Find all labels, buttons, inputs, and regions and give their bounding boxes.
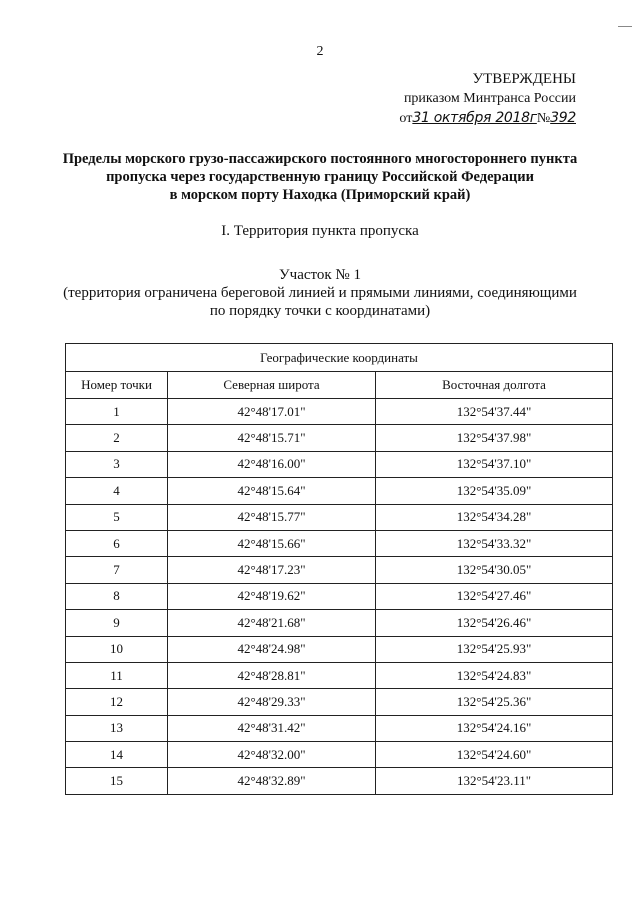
longitude-cell: 132°54'24.83" — [376, 662, 613, 688]
number-sign: № — [536, 111, 551, 126]
longitude-cell: 132°54'37.98" — [376, 425, 613, 451]
subsection-note-line: по порядку точки с координатами) — [209, 303, 431, 319]
table-row — [66, 715, 613, 741]
point-number-cell: 8 — [66, 583, 168, 609]
point-number-cell: 10 — [66, 636, 168, 662]
table-row — [66, 768, 613, 794]
longitude-cell: 132°54'33.32" — [376, 530, 613, 556]
approval-order-line: приказом Минтранса России — [403, 91, 576, 106]
column-header-longitude: Восточная долгота — [376, 372, 613, 399]
approval-stamp — [399, 70, 576, 128]
longitude-cell: 132°54'24.60" — [376, 742, 613, 768]
longitude-cell: 132°54'25.93" — [376, 636, 613, 662]
table-body — [66, 399, 613, 795]
handwritten-number: 392 — [550, 110, 576, 126]
scan-artifact — [618, 26, 632, 27]
table-row — [66, 583, 613, 609]
subsection-header — [40, 266, 600, 320]
latitude-cell: 42°48'16.00" — [168, 451, 376, 477]
longitude-cell: 132°54'30.05" — [376, 557, 613, 583]
table-row — [66, 399, 613, 425]
subsection-note-line: (территория ограничена береговой линией и прямыми линиями, соединяющими — [63, 285, 577, 301]
longitude-cell: 132°54'34.28" — [376, 504, 613, 530]
title-line: пропуска через государственную границу Российской Федерации — [106, 169, 534, 185]
latitude-cell: 42°48'15.66" — [168, 530, 376, 556]
point-number-cell: 3 — [66, 451, 168, 477]
table-row — [66, 530, 613, 556]
column-header-latitude: Северная широта — [168, 372, 376, 399]
point-number-cell: 12 — [66, 689, 168, 715]
table-row — [66, 425, 613, 451]
point-number-cell: 1 — [66, 399, 168, 425]
point-number-cell: 7 — [66, 557, 168, 583]
page-number: 2 — [316, 44, 324, 59]
point-number-cell: 9 — [66, 610, 168, 636]
latitude-cell: 42°48'32.89" — [168, 768, 376, 794]
column-header-point: Номер точки — [66, 372, 168, 399]
table-row — [66, 636, 613, 662]
date-prefix: от — [399, 111, 413, 126]
latitude-cell: 42°48'15.71" — [168, 425, 376, 451]
section-title: I. Территория пункта пропуска — [221, 223, 419, 239]
table-row — [66, 451, 613, 477]
point-number-cell: 15 — [66, 768, 168, 794]
approval-date-line — [399, 109, 576, 128]
document-title — [40, 150, 600, 204]
longitude-cell: 132°54'37.44" — [376, 399, 613, 425]
point-number-cell: 4 — [66, 478, 168, 504]
table-row — [66, 557, 613, 583]
point-number-cell: 2 — [66, 425, 168, 451]
table-row — [66, 504, 613, 530]
latitude-cell: 42°48'21.68" — [168, 610, 376, 636]
longitude-cell: 132°54'23.11" — [376, 768, 613, 794]
latitude-cell: 42°48'28.81" — [168, 662, 376, 688]
longitude-cell: 132°54'25.36" — [376, 689, 613, 715]
latitude-cell: 42°48'31.42" — [168, 715, 376, 741]
longitude-cell: 132°54'24.16" — [376, 715, 613, 741]
latitude-cell: 42°48'19.62" — [168, 583, 376, 609]
latitude-cell: 42°48'15.77" — [168, 504, 376, 530]
longitude-cell: 132°54'35.09" — [376, 478, 613, 504]
point-number-cell: 14 — [66, 742, 168, 768]
longitude-cell: 132°54'37.10" — [376, 451, 613, 477]
point-number-cell: 5 — [66, 504, 168, 530]
subsection-title: Участок № 1 — [279, 267, 361, 283]
title-line: в морском порту Находка (Приморский край) — [169, 187, 471, 203]
latitude-cell: 42°48'32.00" — [168, 742, 376, 768]
latitude-cell: 42°48'24.98" — [168, 636, 376, 662]
point-number-cell: 6 — [66, 530, 168, 556]
latitude-cell: 42°48'17.23" — [168, 557, 376, 583]
table-group-header: Географические координаты — [66, 344, 613, 372]
handwritten-date: 31 октября 2018г — [412, 110, 537, 126]
table-row — [66, 689, 613, 715]
latitude-cell: 42°48'29.33" — [168, 689, 376, 715]
coordinates-table — [65, 343, 613, 795]
table-row — [66, 742, 613, 768]
table-row — [66, 478, 613, 504]
title-line: Пределы морского грузо-пассажирского постоянного многостороннего пункта — [62, 151, 578, 167]
table-row — [66, 610, 613, 636]
point-number-cell: 13 — [66, 715, 168, 741]
longitude-cell: 132°54'26.46" — [376, 610, 613, 636]
approval-heading: УТВЕРЖДЕНЫ — [472, 71, 576, 87]
latitude-cell: 42°48'15.64" — [168, 478, 376, 504]
table-row — [66, 662, 613, 688]
latitude-cell: 42°48'17.01" — [168, 399, 376, 425]
point-number-cell: 11 — [66, 662, 168, 688]
longitude-cell: 132°54'27.46" — [376, 583, 613, 609]
